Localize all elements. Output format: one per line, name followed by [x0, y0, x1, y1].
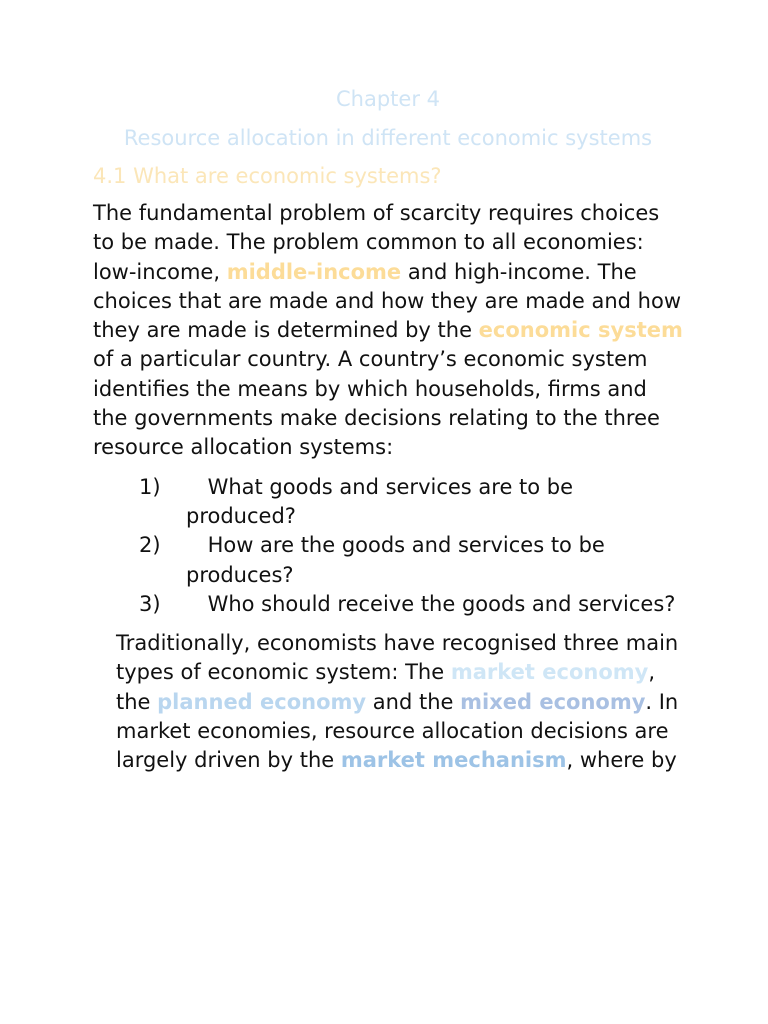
paragraph-text: Traditionally, economists have recognised three main types of economic system: The — [116, 631, 679, 685]
keyword-middle-income: middle-income — [226, 259, 402, 284]
list-number: 2) — [139, 533, 161, 558]
paragraph-text: , the — [116, 660, 656, 714]
section-heading: 4.1 What are economic systems? — [93, 164, 442, 188]
paragraph-text: . In market economies, resource allocation decisions are largely driven by the — [116, 689, 679, 773]
paragraph-text: The fundamental problem of scarcity requires choices to be made. The problem common to all economies: low-income, — [93, 201, 660, 284]
keyword-mixed-economy: mixed economy — [460, 689, 646, 714]
paragraph-text: of a particular country. A country’s economic system identifies the means by which households, firms and the governments make decisions relating to the three resource allocation systems: — [93, 347, 660, 460]
list-item — [93, 590, 683, 619]
list-item — [93, 473, 683, 532]
list-text: How are the goods and services to be produces? — [186, 533, 605, 587]
list-item — [93, 531, 683, 590]
chapter-title: Resource allocation in different economic systems — [123, 126, 653, 150]
keyword-economic-system: economic system — [478, 318, 683, 343]
keyword-market-economy: market economy — [450, 660, 649, 685]
paragraph-text: and the — [366, 689, 461, 714]
chapter-number: Chapter 4 — [336, 87, 440, 111]
intro-paragraph — [93, 199, 683, 463]
list-text: What goods and services are to be produced? — [186, 474, 574, 528]
keyword-planned-economy: planned economy — [157, 689, 367, 714]
list-number: 3) — [139, 591, 161, 616]
paragraph-text: and high-income. The choices that are made and how they are made and how they are made is determined by the — [93, 259, 681, 343]
list-text: Who should receive the goods and services? — [207, 591, 676, 616]
keyword-market-mechanism: market mechanism — [340, 748, 567, 773]
list-number: 1) — [139, 474, 161, 499]
paragraph-text: , where by — [566, 748, 677, 773]
economic-systems-paragraph — [93, 629, 683, 775]
document-page — [93, 84, 683, 786]
questions-list — [93, 473, 683, 619]
